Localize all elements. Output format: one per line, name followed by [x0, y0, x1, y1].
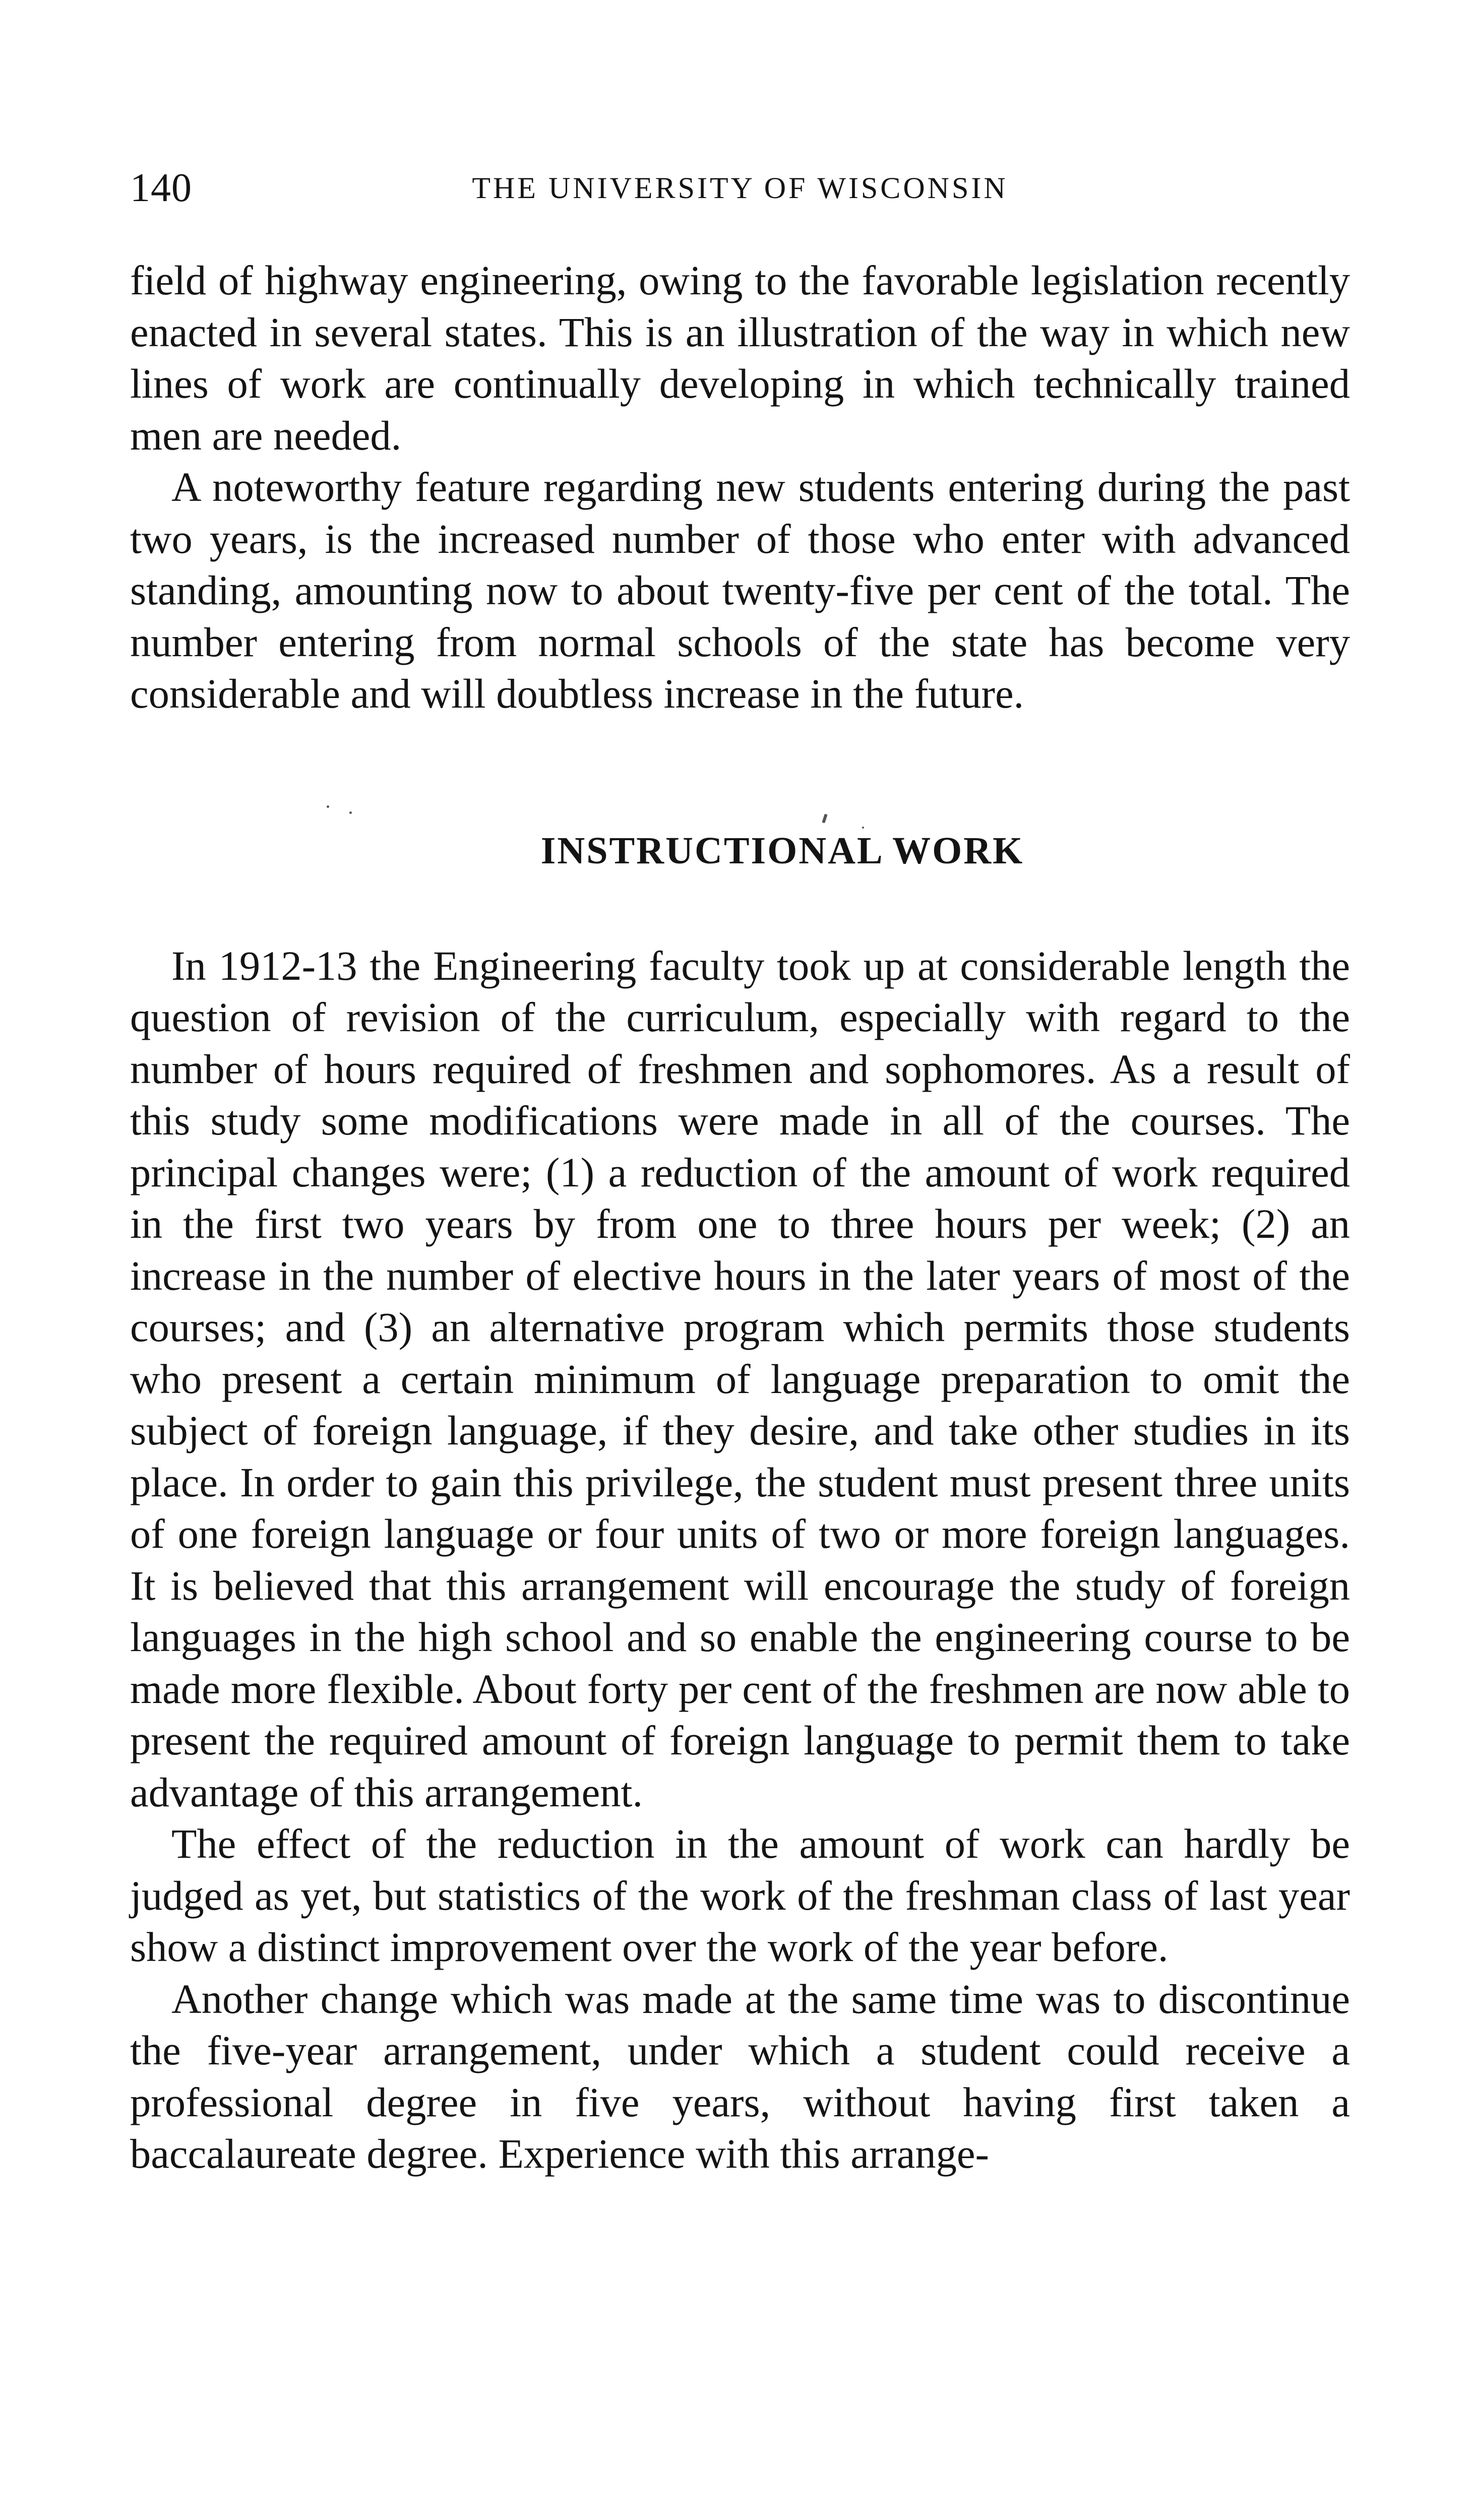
paragraph-new-students: A noteworthy feature regarding new students entering during the past two years, is the increased number of those who enter with advanced standing, amounting now to about twenty-five per cent of the total. The number entering from normal schools of the state has become very considerable and will doubtless increase in the future. [130, 464, 1350, 717]
paragraph-continued: field of highway engineering, owing to the favorable legislation recently enacted in several states. This is an illustration of the way in which new lines of work are continually developing in which technically trained men are needed. [130, 257, 1350, 459]
section-title: INSTRUCTIONAL WORK [540, 829, 1024, 872]
body-text [130, 255, 1350, 2180]
running-head: THE UNIVERSITY OF WISCONSIN [472, 171, 1008, 205]
paragraph-five-year-arrangement: Another change which was made at the same time was to discontinue the five-year arrangement, under which a student could receive a professional degree in five years, without having first taken a baccalaureate degree. Experience with this arrange- [130, 1975, 1350, 2177]
scan-speck [327, 805, 329, 808]
page-number: 140 [130, 166, 192, 210]
paragraph-reduction-effect: The effect of the reduction in the amount of work can hardly be judged as yet, but statistics of the work of the freshman class of last year show a distinct improvement over the work of the year before. [130, 1820, 1350, 1970]
scan-speck [862, 827, 864, 829]
scan-speck [349, 811, 352, 814]
page-header [130, 160, 1350, 216]
paragraph-curriculum-revision: In 1912-13 the Engineering faculty took up at considerable length the question of revision of the curriculum, especially with regard to the number of hours required of freshmen and sophomores. As a result of this study some modifications were made in all of the courses. The principal changes were; (1) a reduction of the amount of work required in the first two years by from one to three hours per week; (2) an increase in the number of elective hours in the later years of most of the courses; and (3) an alternative program which permits those students who present a certain minimum of language preparation to omit the subject of foreign language, if they desire, and take other studies in its place. In order to gain this privilege, the student must present three units of one foreign language or four units of two or more foreign languages. It is believed that this arrangement will encourage the study of foreign languages in the high school and so enable the engineering course to be made more flexible. About forty per cent of the freshmen are now able to present the required amount of foreign language to permit them to take advantage of this arrangement. [130, 942, 1350, 1815]
